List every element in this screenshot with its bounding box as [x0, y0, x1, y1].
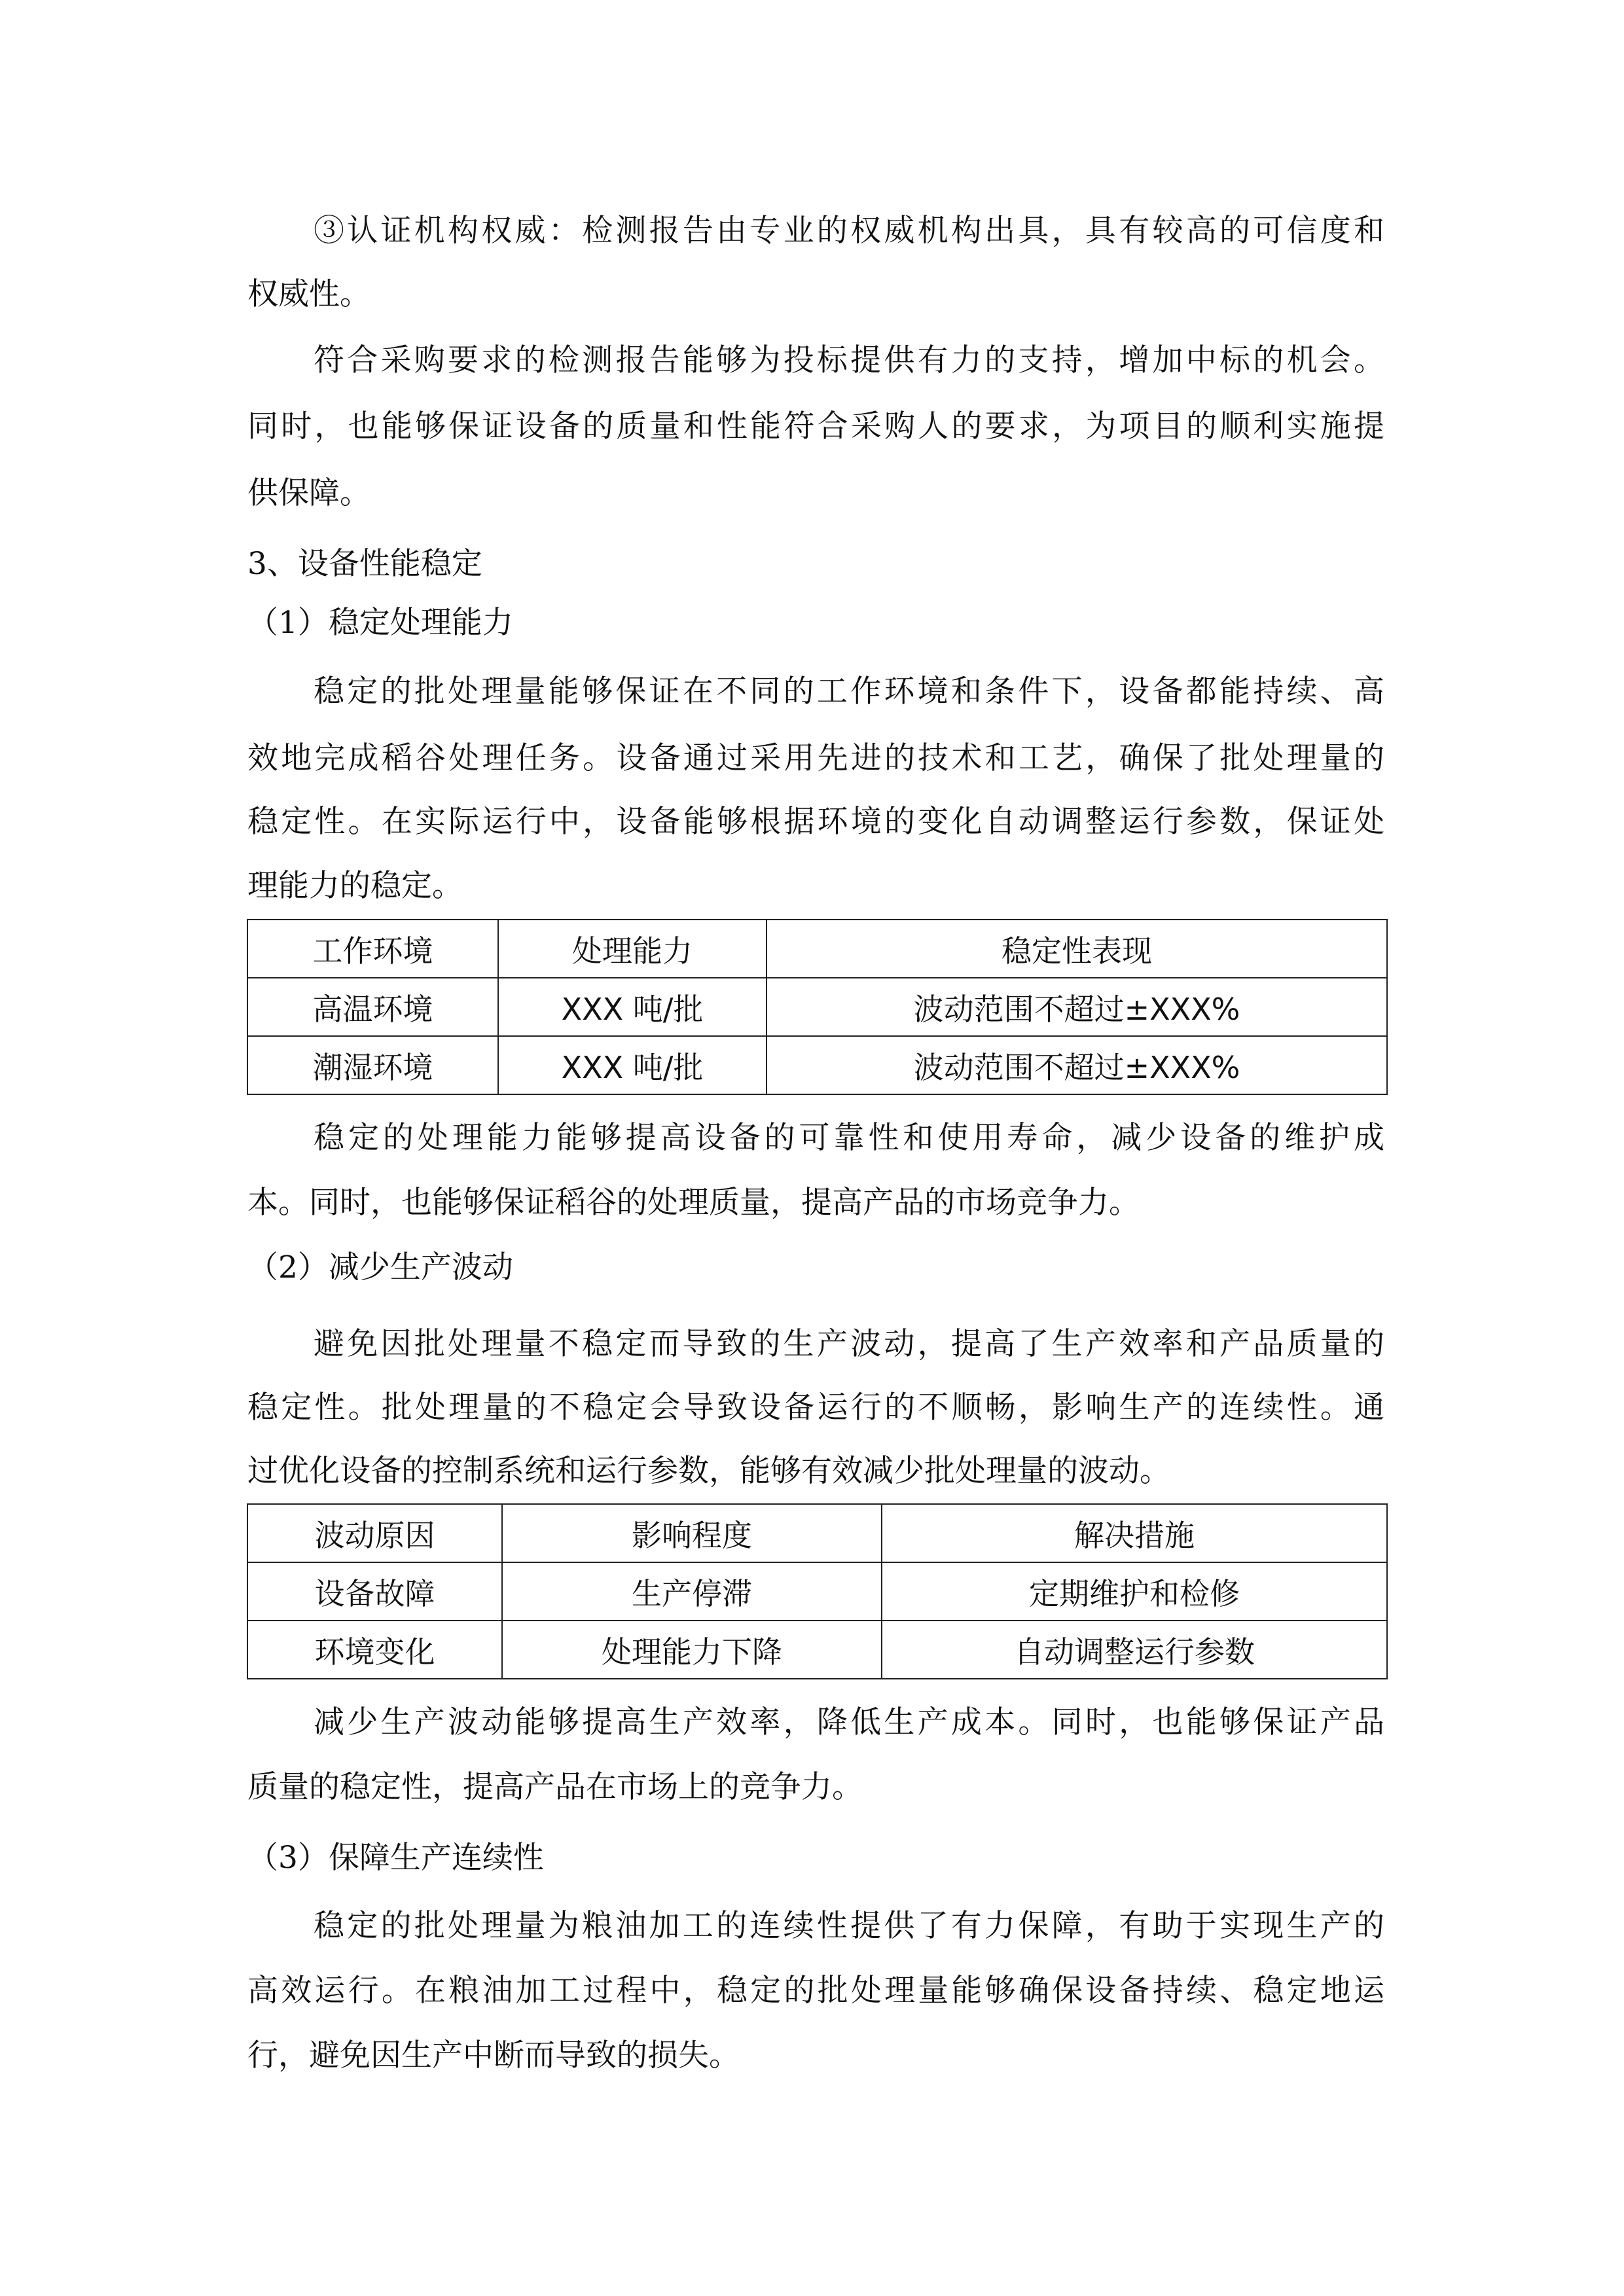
- table-cell: 高温环境: [247, 978, 498, 1036]
- table-header-cell: 解决措施: [882, 1504, 1387, 1562]
- paragraph-line: 质量的稳定性，提高产品在市场上的竞争力。: [247, 1769, 863, 1805]
- paragraph-line: 本。同时，也能够保证稻谷的处理质量，提高产品的市场竞争力。: [247, 1185, 1140, 1221]
- paragraph-line: 效地完成稻谷处理任务。设备通过采用先进的技术和工艺，确保了批处理量的: [247, 740, 1384, 776]
- table-cell: 潮湿环境: [247, 1036, 498, 1094]
- paragraph-line: ③认证机构权威：检测报告由专业的权威机构出具，具有较高的可信度和: [314, 213, 1384, 249]
- paragraph-line: 权威性。: [247, 276, 370, 312]
- paragraph-line: 稳定的批处理量为粮油加工的连续性提供了有力保障，有助于实现生产的: [314, 1908, 1384, 1944]
- table-row: [247, 1036, 1387, 1094]
- table-cell: 波动范围不超过±XXX%: [767, 978, 1387, 1036]
- table-header-cell: 影响程度: [502, 1504, 882, 1562]
- paragraph-line: 过优化设备的控制系统和运行参数，能够有效减少批处理量的波动。: [247, 1453, 1170, 1489]
- table-header-cell: 工作环境: [247, 920, 498, 978]
- subsection-heading: （3）保障生产连续性: [247, 1840, 544, 1876]
- paragraph-line: 避免因批处理量不稳定而导致的生产波动，提高了生产效率和产品质量的: [314, 1326, 1384, 1362]
- subsection-heading: （2）减少生产波动: [247, 1249, 513, 1285]
- table-row: [247, 1621, 1387, 1679]
- table-cell: 定期维护和检修: [882, 1562, 1387, 1621]
- paragraph-line: 稳定性。在实际运行中，设备能够根据环境的变化自动调整运行参数，保证处: [247, 804, 1384, 840]
- stability-table: [247, 919, 1388, 1095]
- table-header-cell: 波动原因: [247, 1504, 502, 1562]
- table-row: [247, 1562, 1387, 1621]
- paragraph-line: 稳定的批处理量能够保证在不同的工作环境和条件下，设备都能持续、高: [314, 673, 1384, 709]
- section-heading: 3、设备性能稳定: [247, 546, 482, 582]
- table-cell: 自动调整运行参数: [882, 1621, 1387, 1679]
- paragraph-line: 稳定的处理能力能够提高设备的可靠性和使用寿命，减少设备的维护成: [314, 1120, 1384, 1156]
- table-cell: XXX 吨/批: [498, 978, 767, 1036]
- table-row: [247, 978, 1387, 1036]
- table-cell: 波动范围不超过±XXX%: [767, 1036, 1387, 1094]
- paragraph-line: 行，避免因生产中断而导致的损失。: [247, 2037, 740, 2073]
- paragraph-line: 理能力的稳定。: [247, 868, 463, 904]
- paragraph-line: 同时，也能够保证设备的质量和性能符合采购人的要求，为项目的顺利实施提: [247, 408, 1384, 444]
- paragraph-line: 高效运行。在粮油加工过程中，稳定的批处理量能够确保设备持续、稳定地运: [247, 1973, 1384, 2009]
- fluctuation-table: [247, 1503, 1388, 1679]
- paragraph-line: 符合采购要求的检测报告能够为投标提供有力的支持，增加中标的机会。: [314, 342, 1384, 378]
- table-cell: 环境变化: [247, 1621, 502, 1679]
- table-cell: 生产停滞: [502, 1562, 882, 1621]
- table-header-row: [247, 1504, 1387, 1562]
- table-header-cell: 处理能力: [498, 920, 767, 978]
- paragraph-line: 供保障。: [247, 475, 370, 511]
- table-header-row: [247, 920, 1387, 978]
- paragraph-line: 减少生产波动能够提高生产效率，降低生产成本。同时，也能够保证产品: [314, 1704, 1384, 1740]
- paragraph-line: 稳定性。批处理量的不稳定会导致设备运行的不顺畅，影响生产的连续性。通: [247, 1390, 1384, 1426]
- subsection-heading: （1）稳定处理能力: [247, 605, 513, 641]
- table-cell: 设备故障: [247, 1562, 502, 1621]
- table-header-cell: 稳定性表现: [767, 920, 1387, 978]
- table-cell: XXX 吨/批: [498, 1036, 767, 1094]
- table-cell: 处理能力下降: [502, 1621, 882, 1679]
